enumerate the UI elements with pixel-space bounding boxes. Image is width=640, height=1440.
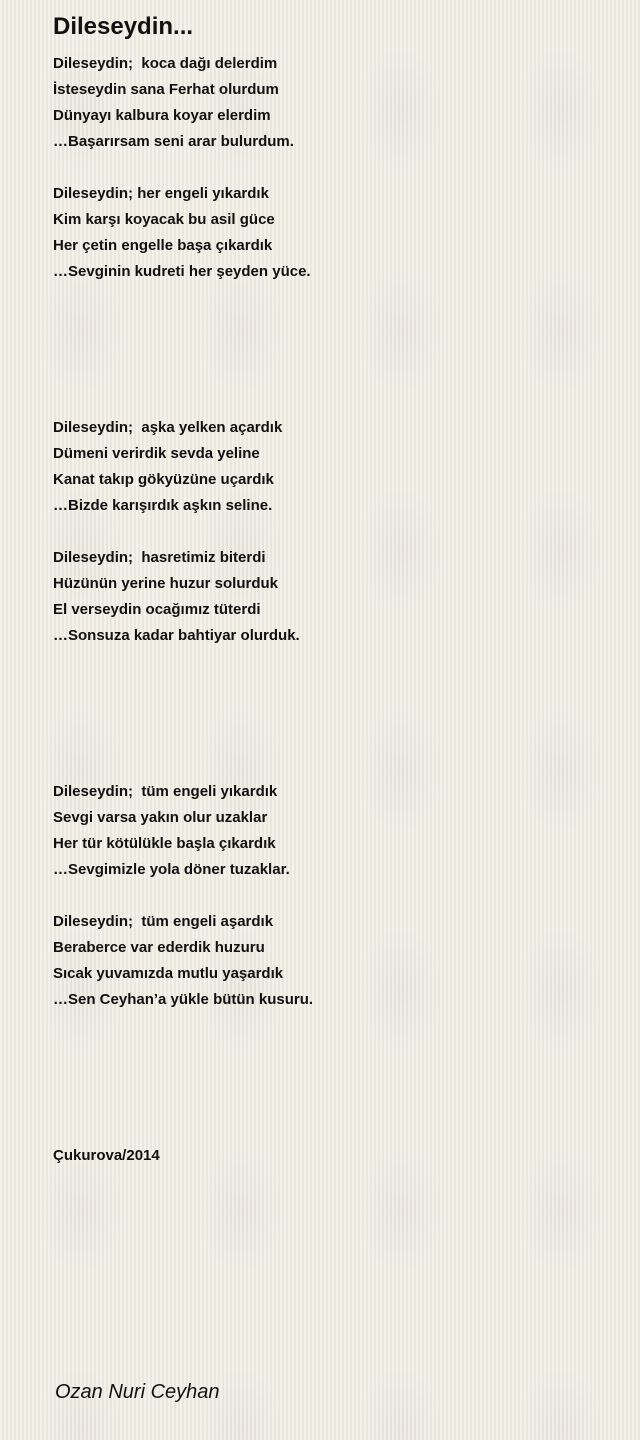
poem-line: İsteseydin sana Ferhat olurdum [53,81,279,98]
poem-line: Sıcak yuvamızda mutlu yaşardık [53,965,284,982]
poem-dateline: Çukurova/2014 [53,1147,160,1164]
dateline-block [53,1143,613,1169]
poem-title: Dileseydin... [53,13,194,40]
poem-line: Her çetin engelle başa çıkardık [53,237,273,254]
poem-line: …Sonsuza kadar bahtiyar olurduk. [53,627,300,644]
stanza-4 [53,545,613,649]
stanza-6 [53,909,613,1013]
poem-line: Dileseydin; aşka yelken açardık [53,419,283,436]
poem-line: Dileseydin; tüm engeli aşardık [53,913,274,930]
poem-line: Kim karşı koyacak bu asil güce [53,211,275,228]
stanza-5 [53,779,613,883]
poem-line: Dileseydin; tüm engeli yıkardık [53,783,278,800]
poem-line: El verseydin ocağımız tüterdi [53,601,261,618]
poem-line: …Bizde karışırdık aşkın seline. [53,497,273,514]
poem-line: …Sevgimizle yola döner tuzaklar. [53,861,290,878]
poem-body [53,51,613,1195]
poem-line: Beraberce var ederdik huzuru [53,939,265,956]
poem-line: Kanat takıp gökyüzüne uçardık [53,471,274,488]
stanza-1 [53,51,613,155]
poem-line: Dileseydin; her engeli yıkardık [53,185,269,202]
author-signature: Ozan Nuri Ceyhan [55,1381,220,1403]
poem-line: Hüzünün yerine huzur solurduk [53,575,279,592]
poem-line: Sevgi varsa yakın olur uzaklar [53,809,268,826]
poem-line: Her tür kötülükle başla çıkardık [53,835,276,852]
poem-line: …Sevginin kudreti her şeyden yüce. [53,263,311,280]
poem-line: Dünyayı kalbura koyar elerdim [53,107,271,124]
poem-line: …Sen Ceyhan’a yükle bütün kusuru. [53,991,314,1008]
poem-line: Dileseydin; hasretimiz biterdi [53,549,266,566]
stanza-3 [53,415,613,519]
poem-line: Dümeni verirdik sevda yeline [53,445,260,462]
poem-line: Dileseydin; koca dağı delerdim [53,55,278,72]
poem-line: …Başarırsam seni arar bulurdum. [53,133,294,150]
stanza-2 [53,181,613,285]
